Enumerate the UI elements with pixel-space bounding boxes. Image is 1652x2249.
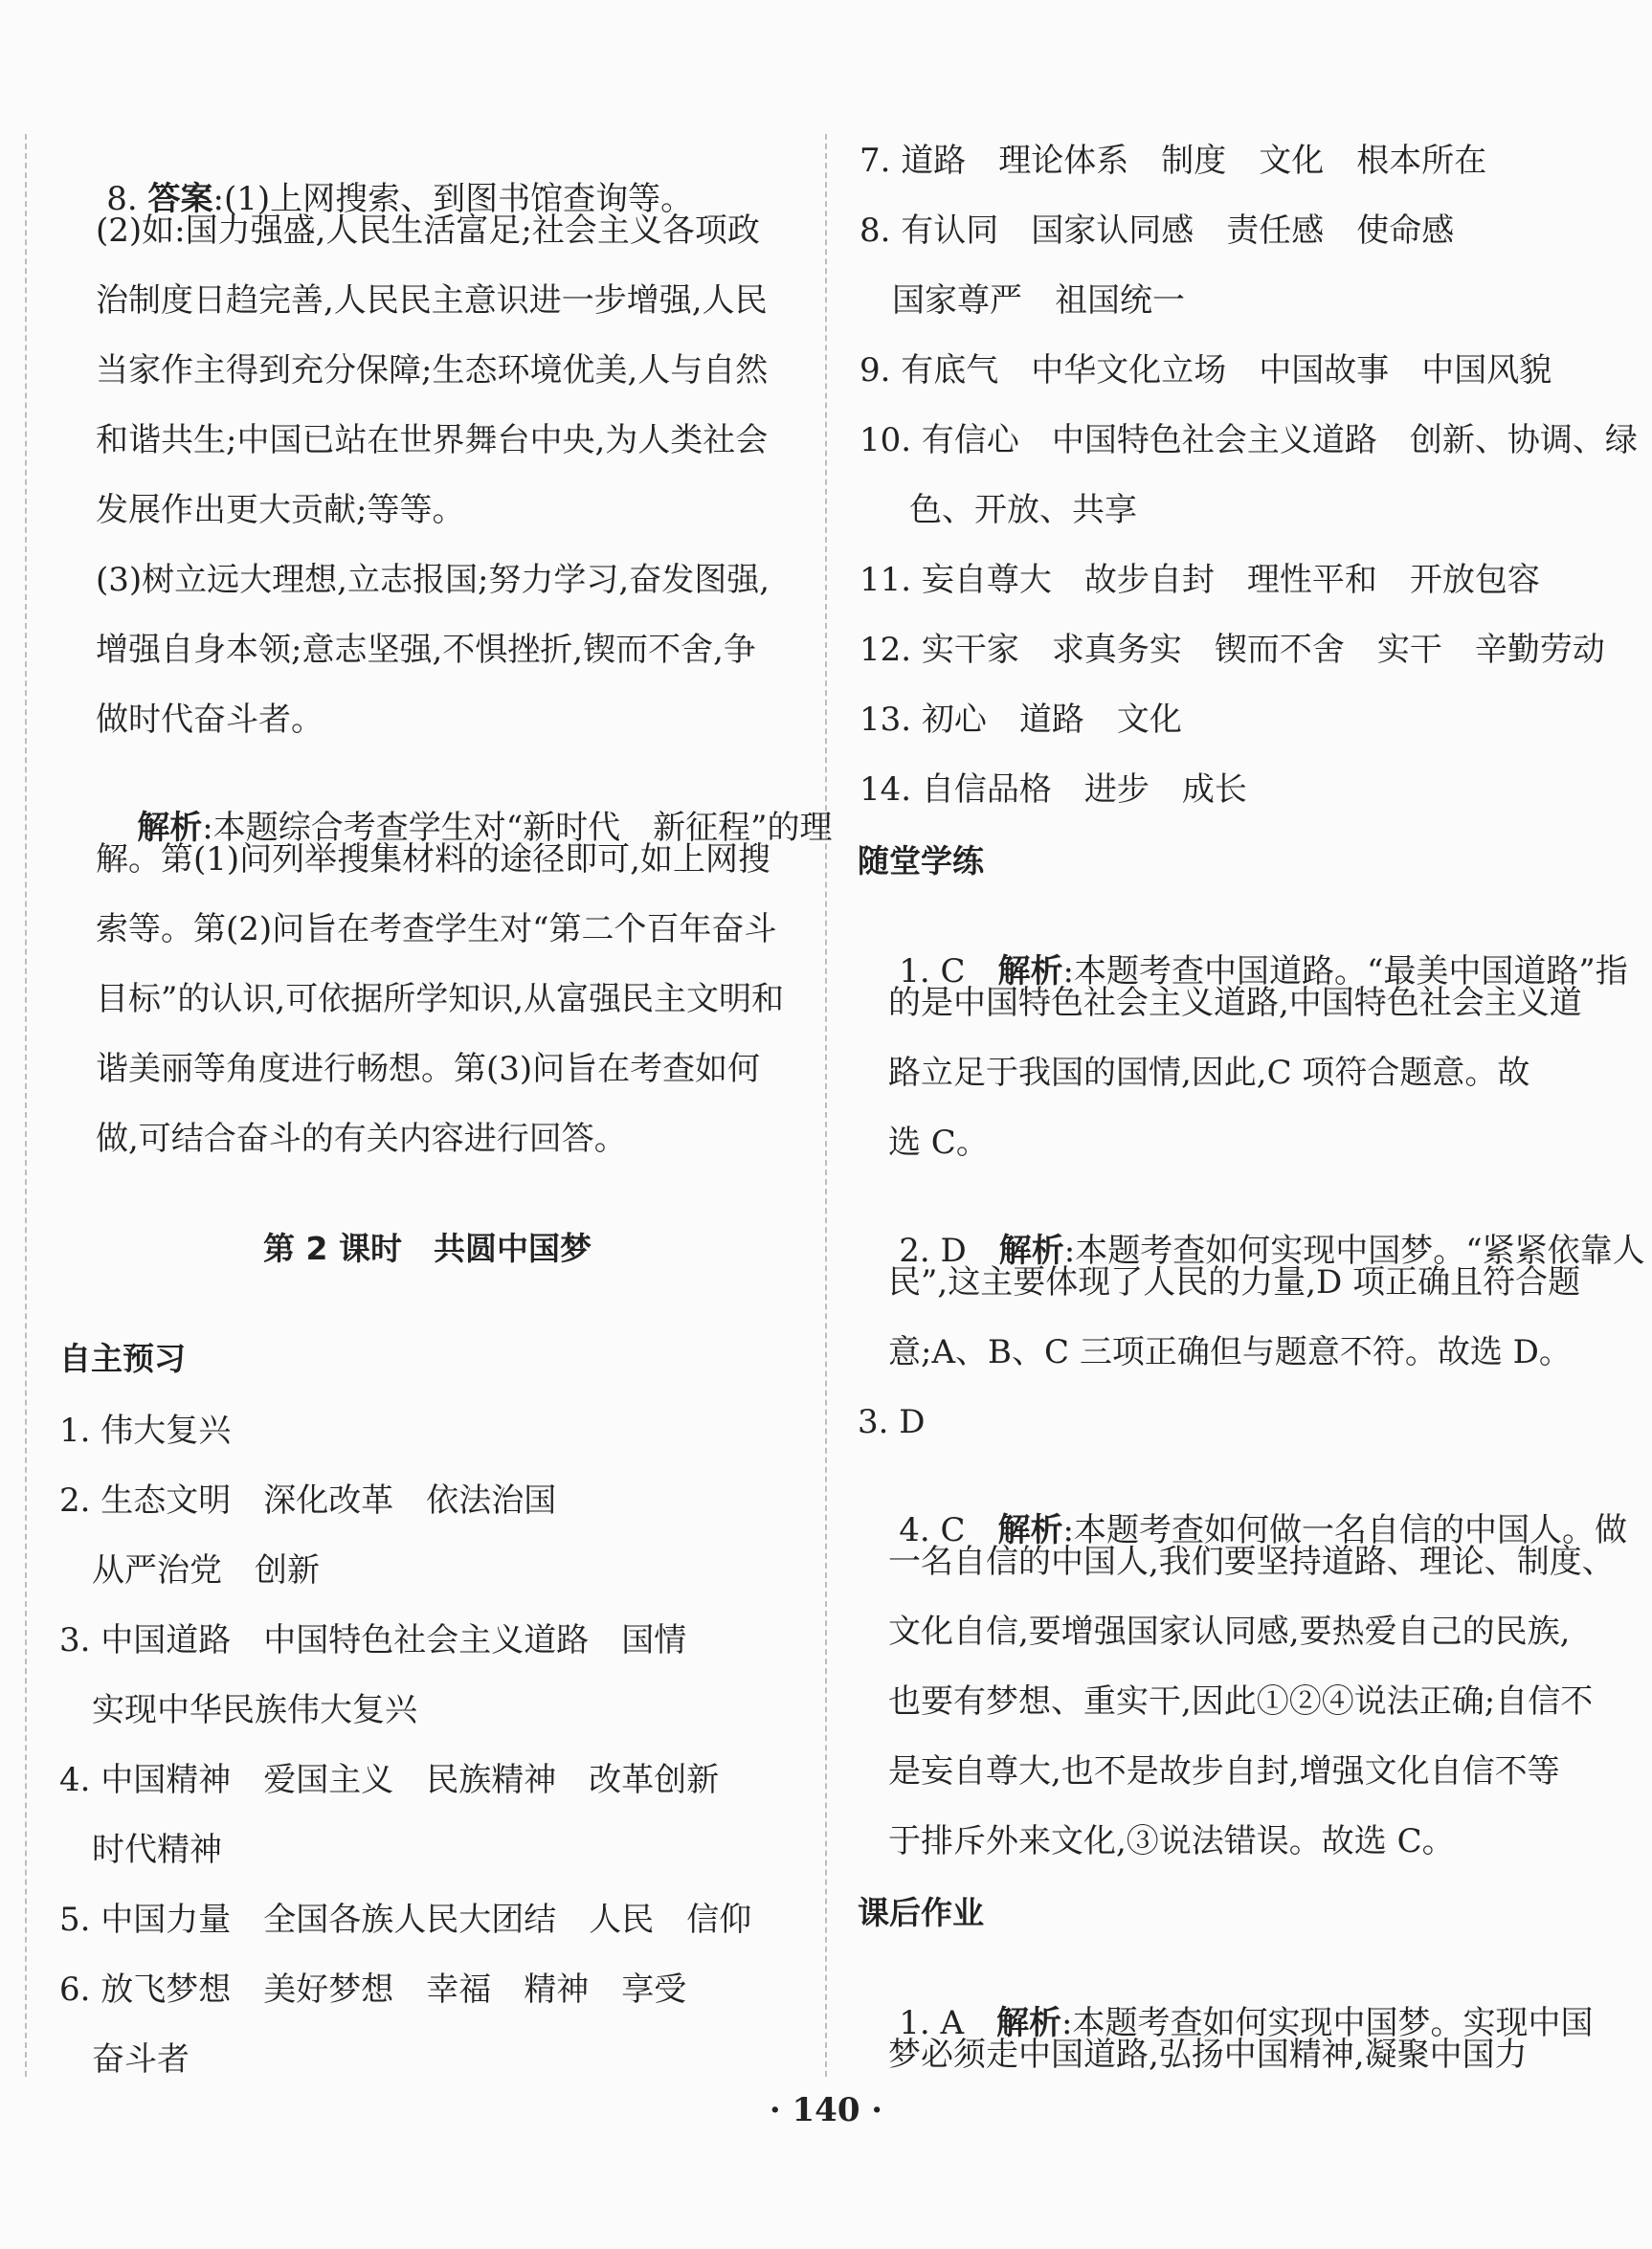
analysis-line: 意;A、B、C 三项正确但与题意不符。故选 D。	[888, 1333, 1572, 1371]
q8-part3-line: (3)树立远大理想,立志报国;努力学习,奋发图强,	[96, 561, 770, 599]
q8-analysis-line: 目标”的认识,可依据所学知识,从富强民主文明和	[96, 980, 784, 1018]
preview-item-continuation: 国家尊严 祖国统一	[892, 281, 1185, 320]
preview-item: 1. 伟大复兴	[59, 1412, 232, 1450]
preview-item-continuation: 奋斗者	[92, 2040, 190, 2079]
analysis-line: 民”,这主要体现了人民的力量,D 项正确且符合题	[888, 1263, 1581, 1302]
analysis-line: 也要有梦想、重实干,因此①②④说法正确;自信不	[888, 1682, 1594, 1721]
preview-item: 5. 中国力量 全国各族人民大团结 人民 信仰	[59, 1901, 752, 1939]
preview-item: 12. 实干家 求真务实 锲而不舍 实干 辛勤劳动	[859, 631, 1605, 669]
q8-part2-line: 当家作主得到充分保障;生态环境优美,人与自然	[96, 351, 769, 390]
q8-analysis-line: 做,可结合奋斗的有关内容进行回答。	[96, 1120, 627, 1158]
column-divider-center	[825, 134, 827, 2077]
section-title-homework: 课后作业	[858, 1894, 984, 1931]
analysis-label: 解析	[998, 1232, 1064, 1270]
preview-item-continuation: 实现中华民族伟大复兴	[92, 1691, 417, 1729]
analysis-text: :本题考查如何实现中国梦。“紧紧依靠人	[1063, 1232, 1645, 1270]
q8-part3-line: 做时代奋斗者。	[96, 701, 324, 739]
q8-analysis-line: 解。第(1)问列举搜集材料的途径即可,如上网搜	[96, 840, 770, 879]
preview-item: 13. 初心 道路 文化	[859, 701, 1182, 739]
q8-analysis-line: 索等。第(2)问旨在考查学生对“第二个百年奋斗	[96, 910, 777, 948]
preview-item: 2. 生态文明 深化改革 依法治国	[59, 1481, 557, 1520]
q8-analysis-line: 谐美丽等角度进行畅想。第(3)问旨在考查如何	[96, 1050, 761, 1088]
preview-item-continuation: 色、开放、共享	[909, 491, 1137, 529]
preview-item-continuation: 时代精神	[92, 1831, 222, 1869]
analysis-text: :本题考查如何实现中国梦。实现中国	[1061, 2004, 1594, 2042]
analysis-line: 梦必须走中国道路,弘扬中国精神,凝聚中国力	[888, 2036, 1528, 2074]
analysis-line: 路立足于我国的国情,因此,C 项符合题意。故	[888, 1054, 1530, 1092]
preview-item: 10. 有信心 中国特色社会主义道路 创新、协调、绿	[859, 421, 1638, 459]
q8-part2-line: 治制度日趋完善,人民民主意识进一步增强,人民	[96, 281, 768, 320]
answer-choice: 4. C	[899, 1511, 998, 1549]
answer-choice: 2. D	[899, 1232, 999, 1270]
q8-part2-line: 和谐共生;中国已站在世界舞台中央,为人类社会	[96, 421, 769, 459]
q8-part2-line: 发展作出更大贡献;等等。	[96, 491, 465, 529]
question-number: 8.	[106, 180, 148, 218]
page-number: · 140 ·	[769, 2091, 883, 2129]
section-title-practice: 随堂学练	[858, 842, 984, 880]
analysis-line: 是妄自尊大,也不是故步自封,增强文化自信不等	[888, 1752, 1560, 1791]
analysis-label: 解析	[997, 1511, 1063, 1549]
preview-item: 6. 放飞梦想 美好梦想 幸福 精神 享受	[59, 1971, 687, 2009]
preview-item: 14. 自信品格 进步 成长	[859, 770, 1247, 809]
preview-item-continuation: 从严治党 创新	[92, 1551, 320, 1590]
analysis-line: 文化自信,要增强国家认同感,要热爱自己的民族,	[888, 1613, 1571, 1651]
analysis-label: 解析	[137, 809, 203, 847]
preview-item: 7. 道路 理论体系 制度 文化 根本所在	[859, 142, 1487, 180]
answer-choice: 1. C	[899, 952, 998, 991]
preview-item: 3. 中国道路 中国特色社会主义道路 国情	[59, 1621, 687, 1659]
preview-item: 8. 有认同 国家认同感 责任感 使命感	[859, 212, 1455, 250]
lesson-title: 第 2 课时 共圆中国梦	[263, 1230, 592, 1267]
section-title-preview: 自主预习	[59, 1340, 186, 1377]
analysis-text: :本题考查中国道路。“最美中国道路”指	[1062, 952, 1628, 991]
analysis-text: :本题考查如何做一名自信的中国人。做	[1062, 1511, 1627, 1549]
analysis-line: 的是中国特色社会主义道路,中国特色社会主义道	[888, 984, 1582, 1022]
preview-item: 9. 有底气 中华文化立场 中国故事 中国风貌	[859, 351, 1552, 390]
answer-choice: 1. A	[899, 2004, 997, 2042]
q8-part3-line: 增强自身本领;意志坚强,不惧挫折,锲而不舍,争	[96, 631, 756, 669]
preview-item: 4. 中国精神 爱国主义 民族精神 改革创新	[59, 1761, 720, 1799]
analysis-line: 一名自信的中国人,我们要坚持道路、理论、制度、	[888, 1543, 1615, 1581]
analysis-label: 解析	[996, 2004, 1062, 2042]
preview-item: 11. 妄自尊大 故步自封 理性平和 开放包容	[859, 561, 1540, 599]
analysis-label: 解析	[997, 952, 1063, 991]
answer-label: 答案	[147, 180, 213, 218]
analysis-line: 于排斥外来文化,③说法错误。故选 C。	[888, 1822, 1455, 1860]
analysis-text: :本题综合考查学生对“新时代 新征程”的理	[202, 809, 833, 847]
answer-text: :(1)上网搜索、到图书馆查询等。	[212, 180, 694, 218]
practice-answer-line: 3. D	[858, 1403, 926, 1441]
analysis-line: 选 C。	[888, 1124, 989, 1162]
q8-part2-line: (2)如:国力强盛,人民生活富足;社会主义各项政	[96, 212, 760, 250]
column-divider-left	[25, 134, 27, 2077]
